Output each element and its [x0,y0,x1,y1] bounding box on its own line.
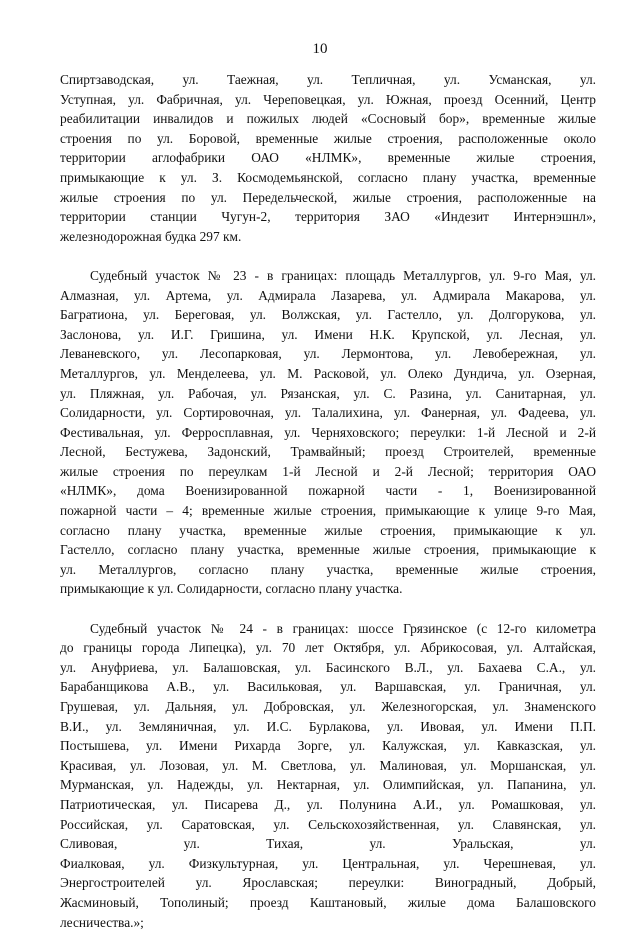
text-line: ул. Пляжная, ул. Рабочая, ул. Рязанская, ул. С. Разина, ул. Санитарная, ул. [60,385,596,401]
text-line: согласно плану участка, временные жилые строения, примыкающие к ул. [60,522,596,538]
text-line: Энергостроителей ул. Ярославская; переулки: Виноградный, Добрый, [60,875,596,891]
paragraph-gap [60,246,596,266]
text-line: «НЛМК», дома Военизированной пожарной части - 1, Военизированной [60,483,596,499]
text-line: территории станции Чугун-2, территория ЗАО «Индезит Интернэшнл», [60,209,596,225]
text-line: до границы города Липецка), ул. 70 лет Октября, ул. Абрикосовая, ул. Алтайская, [60,640,596,656]
text-line: Сливовая, ул. Тихая, ул. Уральская, ул. [60,836,596,852]
text-line: строения по ул. Боровой, временные жилые строения, расположенные около [60,130,596,146]
text-line: Алмазная, ул. Артема, ул. Адмирала Лазарева, ул. Адмирала Макарова, ул. [60,287,596,303]
text-line: примыкающие к ул. З. Космодемьянской, согласно плану участка, временные [60,169,596,185]
text-line: Жасминовый, Тополиный; проезд Каштановый, жилые дома Балашовского [60,894,596,910]
page-number: 10 [312,41,328,57]
text-line: В.И., ул. Земляничная, ул. И.С. Бурлакова, ул. Ивовая, ул. Имени П.П. [60,718,596,734]
text-line: ул. Ануфриева, ул. Балашовская, ул. Басинского В.Л., ул. Бахаева С.А., ул. [60,659,596,675]
text-line: Леваневского, ул. Лесопарковая, ул. Лермонтова, ул. Левобережная, ул. [60,346,596,362]
paragraph-district-23 [60,266,596,599]
text-line: территории аглофабрики ОАО «НЛМК», временные жилые строения, [60,150,596,166]
text-line: лесничества.»; [60,914,144,930]
text-line: Фестивальная, ул. Ферросплавная, ул. Черняховского; переулки: 1-й Лесной и 2-й [60,424,596,440]
paragraph-gap [60,599,596,619]
text-line: Заслонова, ул. И.Г. Гришина, ул. Имени Н.К. Крупской, ул. Лесная, ул. [60,326,596,342]
text-line: Фиалковая, ул. Физкультурная, ул. Центральная, ул. Черешневая, ул. [60,855,596,871]
text-line: реабилитации инвалидов и пожилых людей «Сосновый бор», временные жилые [60,111,596,127]
text-line: Грушевая, ул. Дальняя, ул. Добровская, ул. Железногорская, ул. Знаменского [60,699,596,714]
text-line: Багратиона, ул. Береговая, ул. Волжская, ул. Гастелло, ул. Долгорукова, ул. [60,307,596,323]
text-line: жилые строения по ул. Передельческой, жилые строения, расположенные на [60,189,596,205]
text-line: Солидарности, ул. Сортировочная, ул. Талалихина, ул. Фанерная, ул. Фадеева, ул. [60,405,596,421]
text-line: Металлургов, ул. Менделеева, ул. М. Расковой, ул. Олеко Дундича, ул. Озерная, [60,365,596,381]
paragraph-district-24 [60,619,596,932]
text-line: Лесной, Бестужева, Задонский, Трамвайный; проезд Строителей, временные [60,444,596,460]
document-body [60,70,596,932]
text-line: пожарной части – 4; временные жилые строения, примыкающие к улице 9-го Мая, [60,503,596,519]
text-line: Уступная, ул. Фабричная, ул. Череповецкая, ул. Южная, проезд Осенний, Центр [60,91,596,107]
text-line: Судебный участок № 23 - в границах: площадь Металлургов, ул. 9-го Мая, ул. [90,267,596,283]
text-line: жилые строения по переулкам 1-й Лесной и 2-й Лесной; территория ОАО [60,463,596,479]
text-line: Патриотическая, ул. Писарева Д., ул. Полунина А.И., ул. Ромашковая, ул. [60,796,596,812]
text-line: Спиртзаводская, ул. Таежная, ул. Тепличная, ул. Усманская, ул. [60,72,596,87]
text-line: Гастелло, согласно плану участка, временные жилые строения, примыкающие к [60,542,596,558]
text-line: Судебный участок № 24 - в границах: шоссе Грязинское (с 12-го километра [90,620,596,636]
text-line: Красивая, ул. Лозовая, ул. М. Светлова, ул. Малиновая, ул. Моршанская, ул. [60,757,596,773]
text-line: Барабанщикова А.В., ул. Васильковая, ул. Варшавская, ул. Граничная, ул. [60,679,596,695]
text-line: примыкающие к ул. Солидарности, согласно плану участка. [60,581,403,597]
text-line: Российская, ул. Саратовская, ул. Сельскохозяйственная, ул. Славянская, ул. [60,816,596,832]
text-line: ул. Металлургов, согласно плану участка, временные жилые строения, [60,561,596,577]
paragraph-continuation [60,70,596,246]
text-line: Мурманская, ул. Надежды, ул. Нектарная, ул. Олимпийская, ул. Папанина, ул. [60,777,596,793]
text-line: железнодорожная будка 297 км. [60,228,242,244]
text-line: Постышева, ул. Имени Рихарда Зорге, ул. Калужская, ул. Кавказская, ул. [60,738,596,754]
